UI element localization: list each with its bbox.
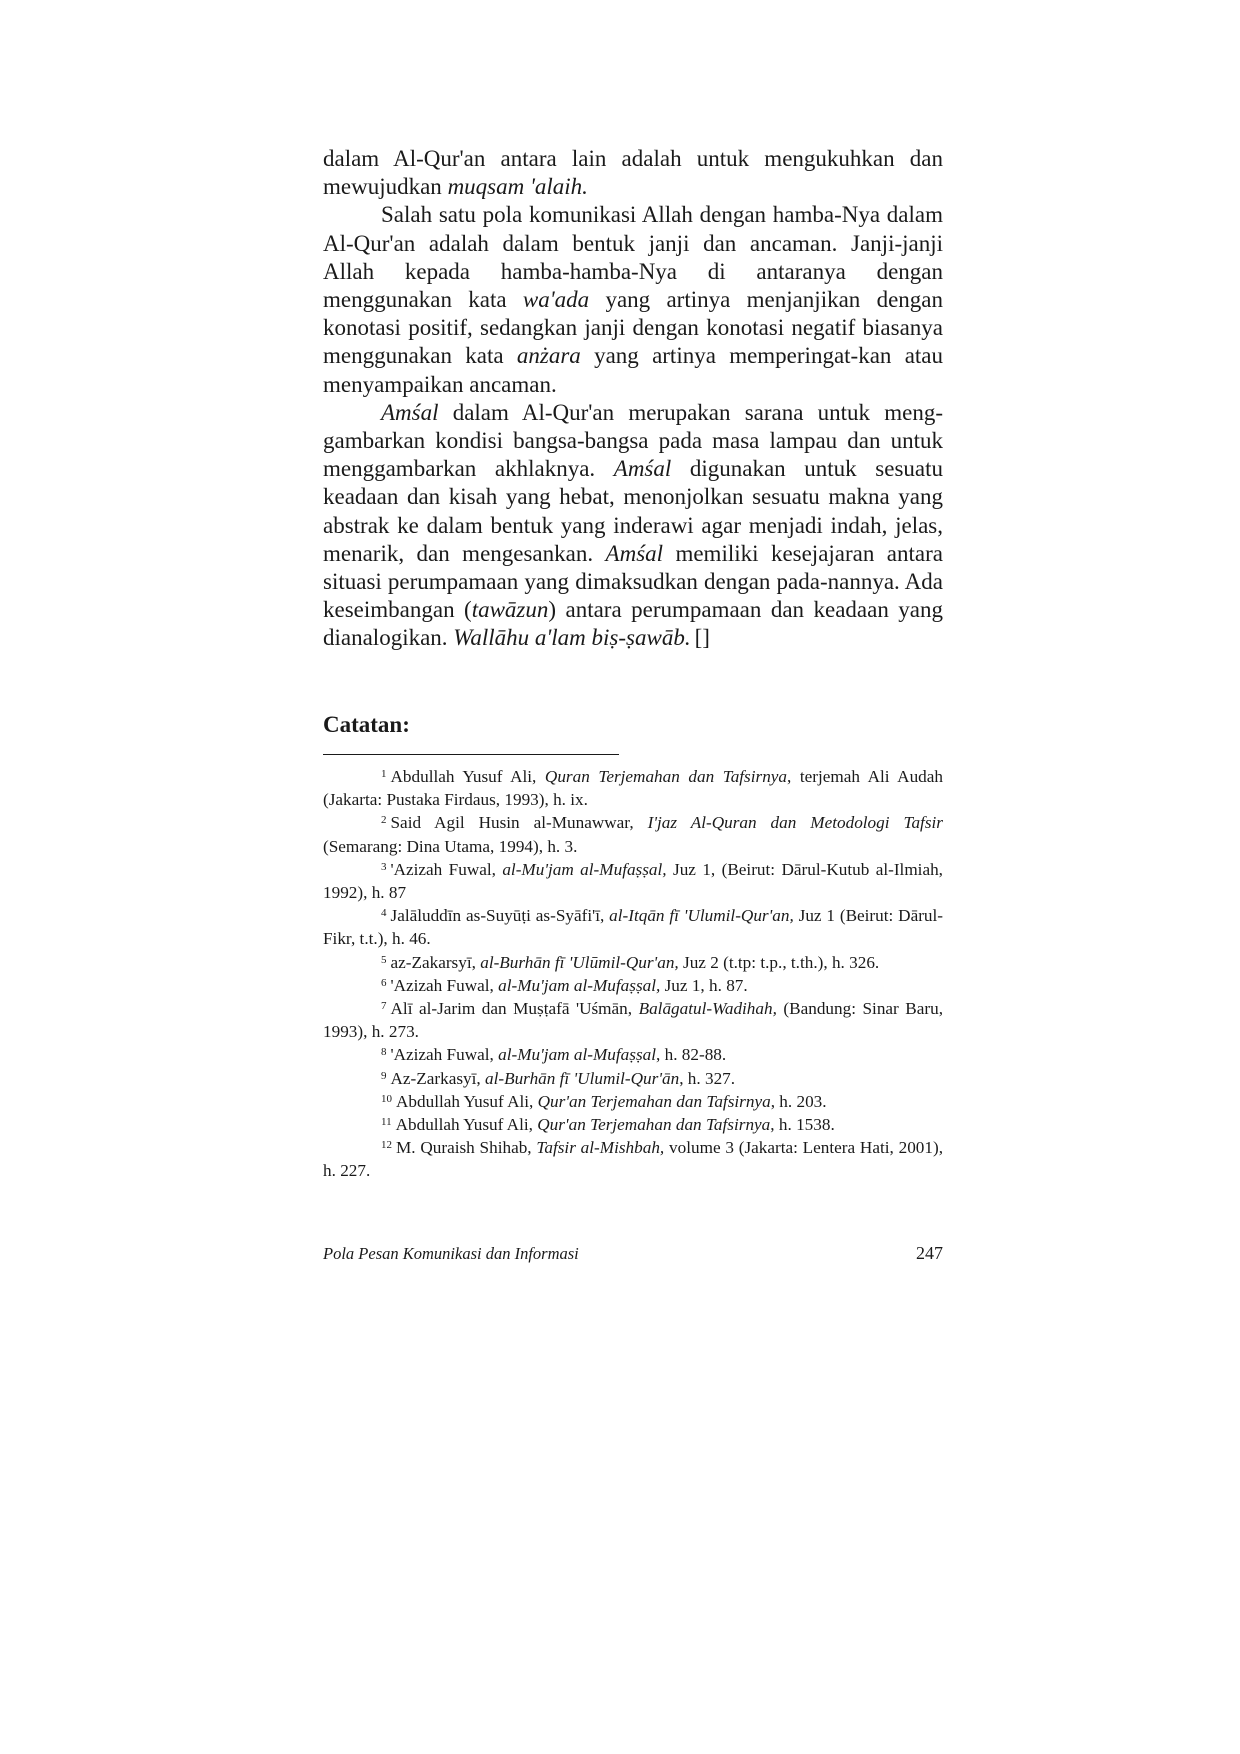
footnote: $^9$ Az-Zarkasyī, al-Burhān fī 'Ulumil-Qur'ān, h. 327. (381, 1068, 736, 1088)
footnote: $^1$ Abdullah Yusuf Ali, Quran Terjemahan dan Tafsirnya, terjemah Ali Audah (Jakarta: Pustaka Firdaus, 1993), h. ix. (323, 767, 943, 810)
footnote: $^{11}$ Abdullah Yusuf Ali, Qur'an Terjemahan dan Tafsirnya, h. 1538. (381, 1115, 835, 1135)
notes-heading: Catatan: (323, 712, 410, 737)
footnote: $^4$ Jalāluddīn as-Suyūṭi as-Syāfi'ī, al-Itqān fī 'Ulumil-Qur'an, Juz 1 (Beirut: Dārul-Fikr, t.t.), h. 46. (323, 906, 944, 949)
notes-divider (323, 754, 619, 755)
footnote: $^{12}$ M. Quraish Shihab, Tafsir al-Mishbah, volume 3 (Jakarta: Lentera Hati, 2001), h. 227. (323, 1138, 943, 1181)
paragraph: Amśal dalam Al-Qur'an merupakan sarana untuk meng-gambarkan kondisi bangsa-bangsa pada masa lampau dan untuk menggambarkan akhlaknya. Amśal digunakan untuk sesuatu keadaan dan kisah yang hebat, menonjolkan sesuatu makna yang abstrak ke dalam bentuk yang inderawi agar menjadi indah, jelas, menarik, dan mengesankan. Amśal memiliki kesejajaran antara situasi perumpamaan yang dimaksudkan dengan pada-nannya. Ada keseimbangan (tawāzun) antara perumpamaan dan keadaan yang dianalogikan. Wallāhu a'lam biṣ-ṣawāb. [] (323, 399, 943, 651)
paragraph: Salah satu pola komunikasi Allah dengan hamba-Nya dalam Al-Qur'an adalah dalam bentuk janji dan ancaman. Janji-janji Allah kepada hamba-hamba-Nya di antaranya dengan menggunakan kata wa'ada yang artinya menjanjikan dengan konotasi positif, sedangkan janji dengan konotasi negatif biasanya menggunakan kata anżara yang artinya memperingat-kan atau menyampaikan ancaman. (323, 202, 943, 397)
footnote: $^5$ az-Zakarsyī, al-Burhān fī 'Ulūmil-Qur'an, Juz 2 (t.tp: t.p., t.th.), h. 326. (381, 952, 880, 972)
footnote: $^8$ 'Azizah Fuwal, al-Mu'jam al-Mufaṣṣal, h. 82-88. (381, 1045, 727, 1065)
footnote: $^6$ 'Azizah Fuwal, al-Mu'jam al-Mufaṣṣal, Juz 1, h. 87. (381, 975, 748, 995)
running-footer-title: Pola Pesan Komunikasi dan Informasi (323, 1244, 579, 1263)
paragraph: dalam Al-Qur'an antara lain adalah untuk mengukuhkan dan mewujudkan muqsam 'alaih. (323, 146, 943, 200)
page-number: 247 (916, 1243, 943, 1263)
body-text (323, 145, 943, 653)
footnote: $^3$ 'Azizah Fuwal, al-Mu'jam al-Mufaṣṣal, Juz 1, (Beirut: Dārul-Kutub al-Ilmiah, 1992), h. 87 (323, 859, 943, 903)
footnote: $^7$ Alī al-Jarim dan Muṣṭafā 'Uśmān, Balāgatul-Wadihah, (Bandung: Sinar Baru, 1993), h. 273. (323, 999, 943, 1042)
footnotes-list (323, 765, 943, 1183)
footnote: $^2$ Said Agil Husin al-Munawwar, I'jaz Al-Quran dan Metodologi Tafsir (Semarang: Dina Utama, 1994), h. 3. (323, 813, 943, 856)
footnote: $^{10}$ Abdullah Yusuf Ali, Qur'an Terjemahan dan Tafsirnya, h. 203. (381, 1091, 827, 1111)
end-mark: [] (694, 625, 710, 651)
